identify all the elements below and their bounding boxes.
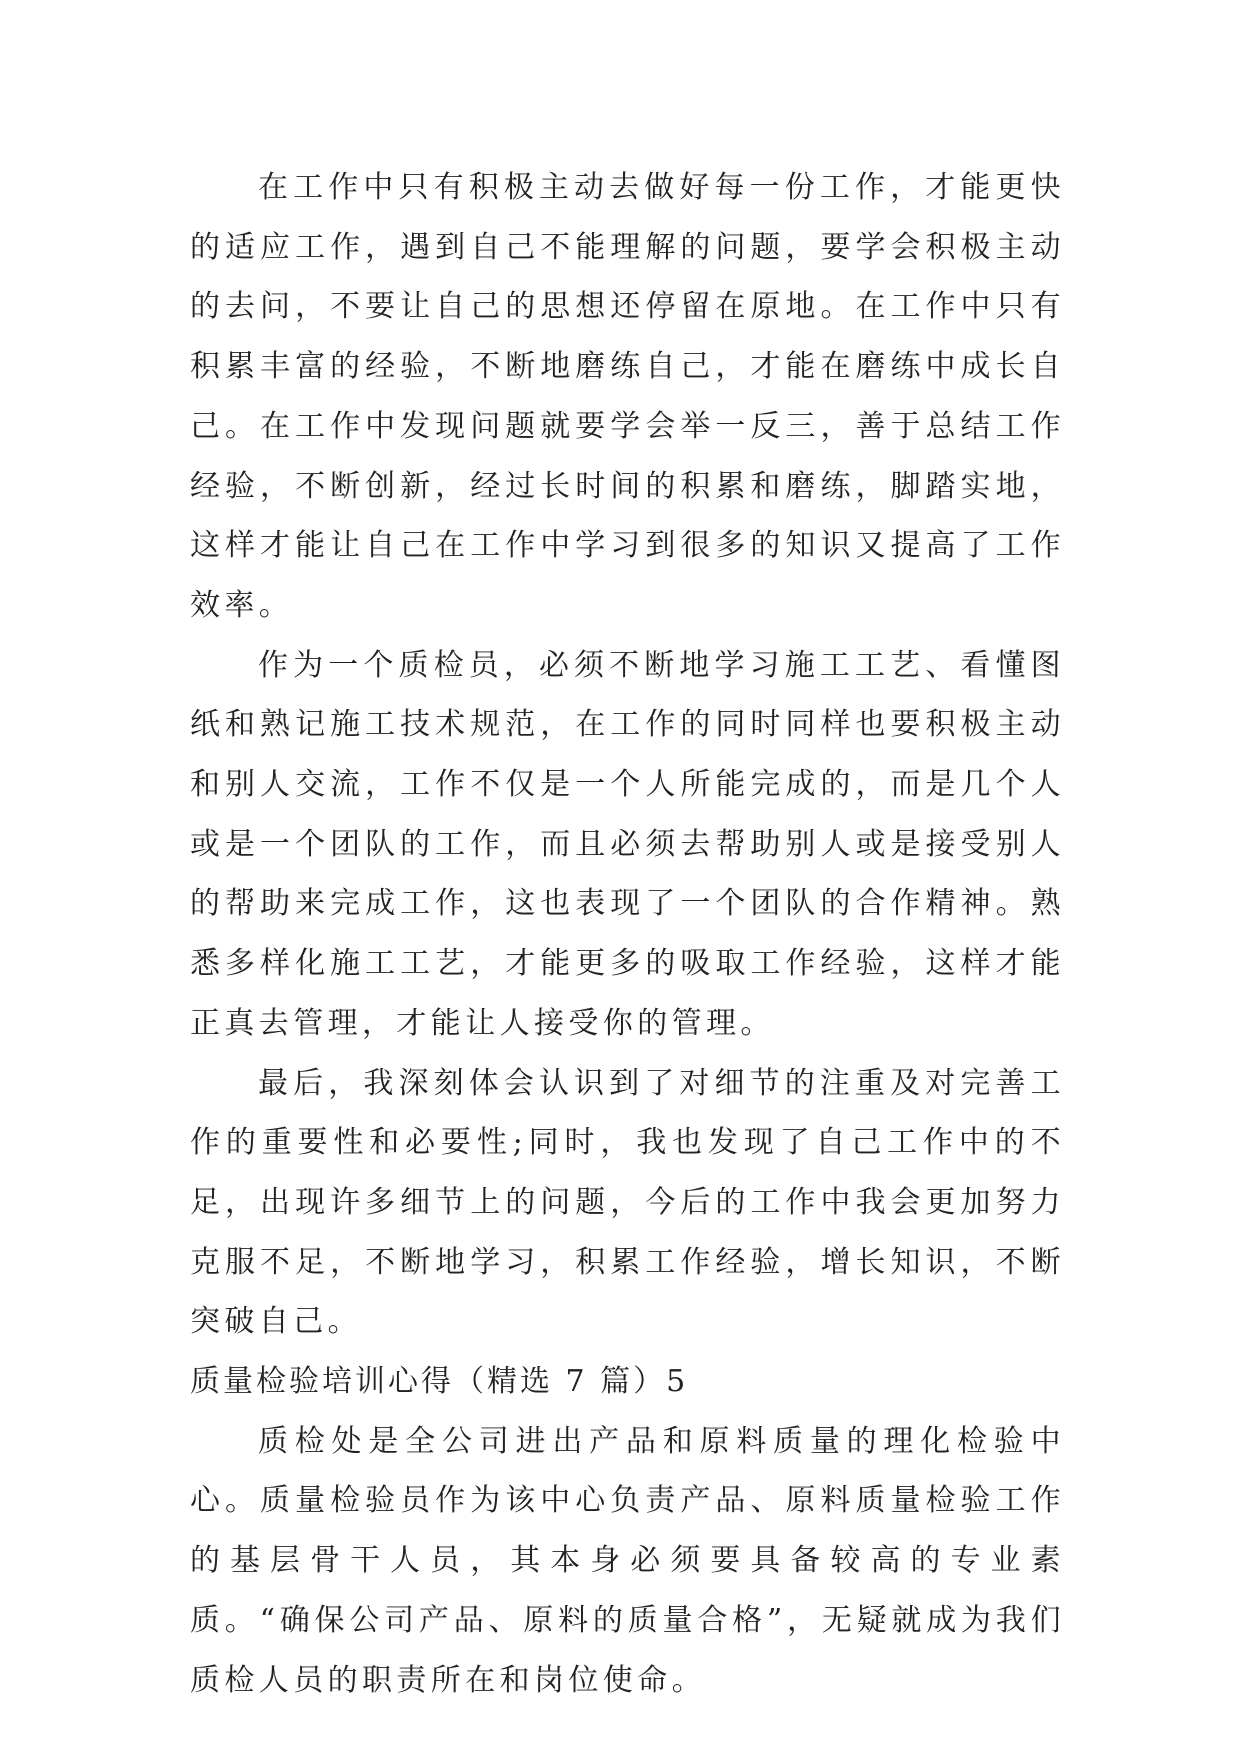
body-paragraph-3: 最后，我深刻体会认识到了对细节的注重及对完善工作的重要性和必要性;同时，我也发现了自己工作中的不足，出现许多细节上的问题，今后的工作中我会更加努力克服不足，不断地学习，积累工作经验，增长知识，不断突破自己。 xyxy=(190,1065,1065,1340)
body-paragraph-2: 作为一个质检员，必须不断地学习施工工艺、看懂图纸和熟记施工技术规范，在工作的同时同样也要积极主动和别人交流，工作不仅是一个人所能完成的，而是几个人或是一个团队的工作，而且必须去帮助别人或是接受别人的帮助来完成工作，这也表现了一个团队的合作精神。熟悉多样化施工工艺，才能更多的吸取工作经验，这样才能正真去管理，才能让人接受你的管理。 xyxy=(190,647,1065,1041)
section-paragraph-1: 质检处是全公司进出产品和原料质量的理化检验中心。质量检验员作为该中心负责产品、原料质量检验工作的基层骨干人员，其本身必须要具备较高的专业素质。“确保公司产品、原料的质量合格”，无疑就成为我们质检人员的职责所在和岗位使命。 xyxy=(190,1423,1065,1698)
body-paragraph-1: 在工作中只有积极主动去做好每一份工作，才能更快的适应工作，遇到自己不能理解的问题，要学会积极主动的去问，不要让自己的思想还停留在原地。在工作中只有积累丰富的经验，不断地磨练自己，才能在磨练中成长自己。在工作中发现问题就要学会举一反三，善于总结工作经验，不断创新，经过长时间的积累和磨练，脚踏实地，这样才能让自己在工作中学习到很多的知识又提高了工作效率。 xyxy=(190,170,1065,623)
section-title: 质量检验培训心得（精选 7 篇）5 xyxy=(190,1364,689,1400)
document-page xyxy=(190,158,1065,1710)
